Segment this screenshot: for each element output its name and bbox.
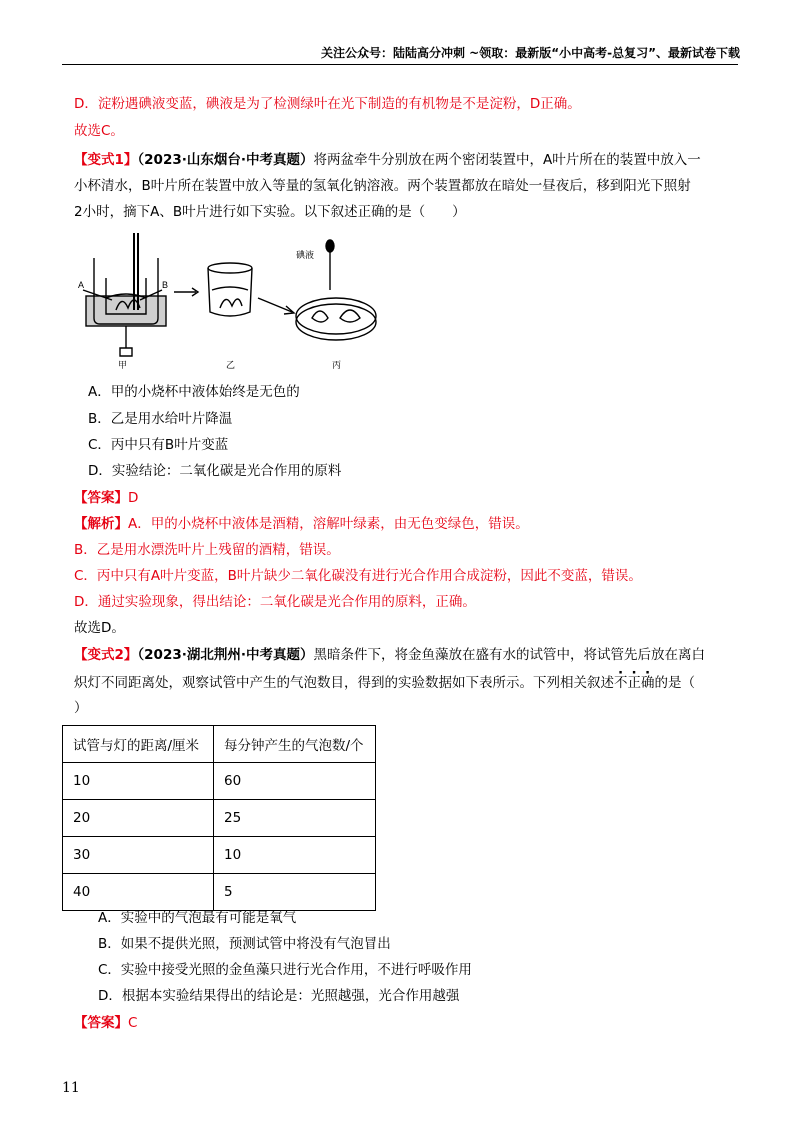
q1-analysis-tag: 【解析】	[74, 516, 128, 532]
arrow-2	[258, 298, 294, 314]
table-cell: 5	[214, 874, 376, 911]
page-header: 关注公众号：陆陆高分冲刺 ~领取：最新版“小中高考-总复习”、最新试卷下载	[321, 46, 740, 60]
q1-stem-line2: 小杯清水，B叶片所在装置中放入等量的氢氧化钠溶液。两个装置都放在暗处一昼夜后，移到阳光下照射	[74, 178, 691, 194]
table-cell: 10	[214, 837, 376, 874]
q2-source: （2023·湖北荆州·中考真题）	[137, 647, 314, 663]
label-jia: 甲	[118, 361, 128, 371]
table-cell: 10	[63, 763, 214, 800]
q2-answer-tag: 【答案】	[74, 1015, 128, 1031]
q1-answer-value: D	[128, 490, 139, 506]
q1-option-a: A．甲的小烧杯中液体始终是无色的	[88, 384, 300, 400]
table-row	[63, 837, 376, 874]
q1-answer	[74, 488, 726, 508]
label-b: B	[162, 280, 169, 290]
q2-stem-line2	[74, 673, 726, 693]
table-cell: 40	[63, 874, 214, 911]
q2-answer	[74, 1013, 726, 1033]
q1-analysis-b: B．乙是用水漂洗叶片上残留的酒精，错误。	[74, 542, 340, 558]
q2-emphasis-char: 不	[614, 675, 628, 691]
table-header-row	[63, 726, 376, 763]
q2-option-c: C．实验中接受光照的金鱼藻只进行光合作用，不进行呼吸作用	[98, 962, 472, 978]
table-row	[63, 874, 376, 911]
q1-tag: 【变式1】	[74, 152, 138, 168]
apparatus-jia	[83, 233, 169, 356]
table-cell: 60	[214, 763, 376, 800]
q2-option-a: A．实验中的气泡最有可能是氧气	[98, 910, 297, 926]
q2-stem-line1	[74, 645, 726, 665]
table-cell: 20	[63, 800, 214, 837]
table-cell: 25	[214, 800, 376, 837]
arrow-1	[174, 288, 198, 296]
label-bing: 丙	[332, 361, 342, 371]
q1-analysis-a	[74, 514, 726, 534]
page-number: 11	[62, 1080, 80, 1096]
q1-option-d: D．实验结论：二氧化碳是光合作用的原料	[88, 463, 342, 479]
table-cell: 30	[63, 837, 214, 874]
label-iodine: 碘液	[296, 251, 315, 261]
prev-option-d-explanation: D．淀粉遇碘液变蓝，碘液是为了检测绿叶在光下制造的有机物是不是淀粉，D正确。	[74, 96, 581, 112]
q1-stem-line1	[74, 150, 726, 170]
q2-tag: 【变式2】	[74, 647, 138, 663]
q2-stem-text2-tail: 的是（	[654, 675, 695, 691]
table-row	[63, 800, 376, 837]
beaker-yi	[208, 263, 252, 316]
q2-emphasis-char: 确	[641, 675, 655, 691]
q1-analysis-a-text: A．甲的小烧杯中液体是酒精，溶解叶绿素，由无色变绿色，错误。	[128, 516, 529, 532]
q2-stem-text1: 黑暗条件下，将金鱼藻放在盛有水的试管中，将试管先后放在离白	[313, 647, 705, 663]
experiment-figure	[78, 228, 378, 378]
q1-source: （2023·山东烟台·中考真题）	[137, 152, 314, 168]
q2-stem-line3: ）	[74, 700, 88, 716]
q2-stem-text2: 炽灯不同距离处，观察试管中产生的气泡数目，得到的实验数据如下表所示。下列相关叙述	[74, 675, 614, 691]
label-a: A	[78, 280, 85, 290]
q2-emphasis-char: 正	[627, 675, 641, 691]
q2-option-b: B．如果不提供光照，预测试管中将没有气泡冒出	[98, 936, 391, 952]
q1-analysis-c: C．丙中只有A叶片变蓝，B叶片缺少二氧化碳没有进行光合作用合成淀粉，因此不变蓝，错误。	[74, 568, 642, 584]
q1-option-c: C．丙中只有B叶片变蓝	[88, 437, 229, 453]
label-yi: 乙	[226, 361, 236, 371]
prev-conclusion: 故选C。	[74, 123, 124, 139]
q1-conclusion: 故选D。	[74, 620, 125, 636]
q1-analysis-d: D．通过实验现象，得出结论：二氧化碳是光合作用的原料，正确。	[74, 594, 476, 610]
q1-stem-line3: 2小时，摘下A、B叶片进行如下实验。以下叙述正确的是（ ）	[74, 204, 466, 220]
bubble-data-table	[62, 725, 376, 911]
table-header-cell: 每分钟产生的气泡数/个	[214, 726, 376, 763]
q1-option-b: B．乙是用水给叶片降温	[88, 411, 233, 427]
table-header-cell: 试管与灯的距离/厘米	[63, 726, 214, 763]
q2-option-d: D．根据本实验结果得出的结论是：光照越强，光合作用越强	[98, 988, 460, 1004]
q1-answer-tag: 【答案】	[74, 490, 128, 506]
q2-answer-value: C	[128, 1015, 138, 1031]
header-divider	[62, 64, 738, 65]
q1-stem-text1: 将两盆牵牛分别放在两个密闭装置中，A叶片所在的装置中放入一	[313, 152, 701, 168]
table-row	[63, 763, 376, 800]
